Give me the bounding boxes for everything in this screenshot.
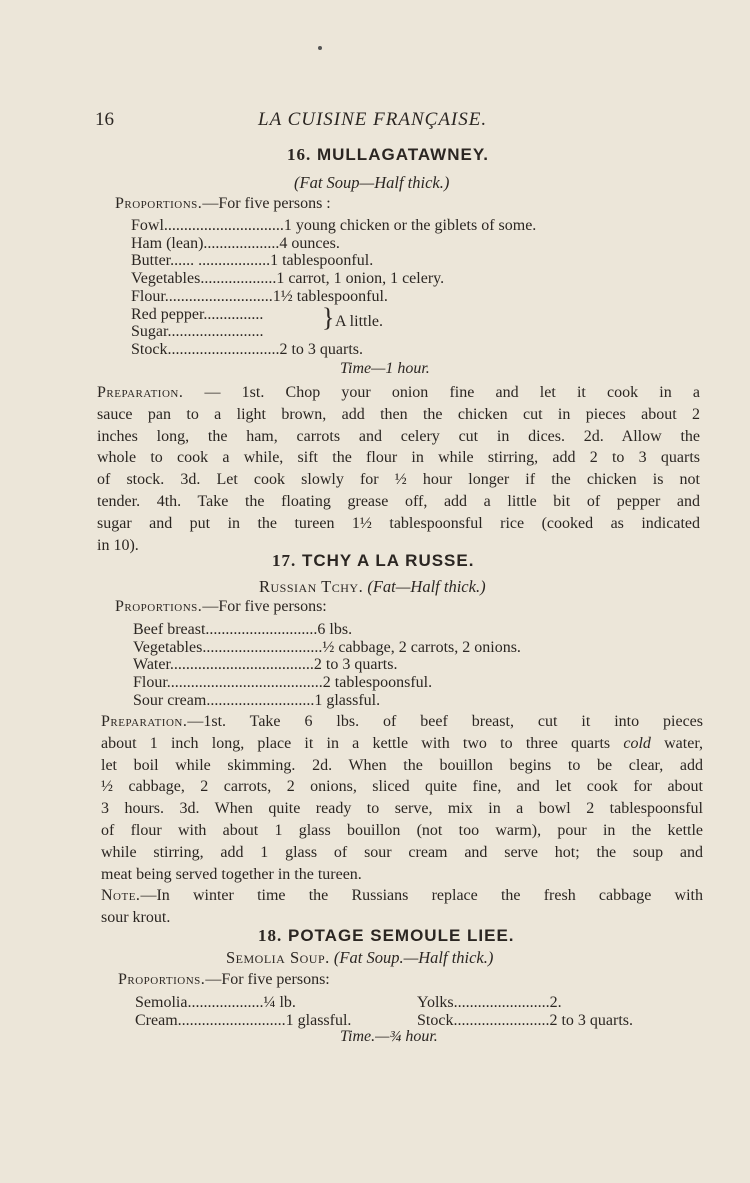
leader-dots: ............... — [203, 305, 264, 323]
preparation-line — [97, 404, 700, 426]
preparation-line — [97, 426, 700, 448]
ingredient-name: Water — [133, 656, 170, 674]
preparation-line — [97, 382, 700, 404]
ingredient-row — [135, 1012, 351, 1030]
ingredient-name: Semolia — [135, 994, 188, 1011]
subtitle-name: Russian Tchy. — [259, 577, 364, 596]
ingredient-row — [135, 994, 296, 1012]
leader-dots: ............................ — [167, 340, 280, 358]
ingredient-row — [133, 621, 352, 639]
recipe-17-note — [101, 885, 703, 929]
subtitle-type: (Fat Soup.—Half thick.) — [333, 948, 494, 967]
preparation-text: —1st. Take 6 lbs. of beef breast, cut it into pieces — [187, 713, 703, 730]
leader-dots: .............................. — [163, 217, 284, 234]
preparation-line — [97, 491, 700, 513]
ingredient-name: Ham (lean) — [131, 234, 204, 252]
ingredient-name: Cream — [135, 1011, 178, 1029]
page-number: 16 — [95, 109, 114, 130]
leader-dots: .................................... — [169, 656, 314, 674]
proportions-text: —For five persons: — [202, 598, 327, 615]
recipe-16-preparation — [97, 382, 700, 556]
preparation-text: — 1st. Chop your onion fine and let it cook in a — [183, 384, 700, 401]
ingredient-name: Butter — [131, 252, 171, 270]
preparation-text: 3 hours. 3d. When quite ready to serve, mix in a bowl 2 tablespoonsful — [101, 800, 703, 818]
note-text: sour krout. — [101, 908, 171, 926]
preparation-text: of flour with about 1 glass bouillon (not too warm), pour in the kettle — [101, 821, 703, 839]
recipe-16-subtitle: (Fat Soup—Half thick.) — [294, 173, 450, 192]
preparation-text: of stock. 3d. Let cook slowly for ½ hour longer if the chicken is not — [97, 471, 700, 489]
leader-dots: ........................ — [453, 994, 550, 1011]
preparation-line — [97, 513, 700, 535]
ingredient-amount: 2. — [549, 994, 562, 1011]
ingredient-row — [417, 1012, 633, 1030]
proportions-label: Proportions. — [118, 971, 206, 988]
recipe-18-time: Time.—¾ hour. — [340, 1028, 438, 1045]
ingredient-row — [131, 252, 373, 270]
recipe-18-heading — [258, 926, 515, 946]
recipe-title: TCHY A LA RUSSE. — [301, 551, 475, 570]
preparation-label: Preparation. — [101, 713, 188, 730]
ingredient-name: Beef breast — [133, 621, 206, 638]
ingredient-amount: 2 tablespoonsful. — [322, 674, 433, 692]
running-head: LA CUISINE FRANÇAISE. — [258, 109, 488, 130]
recipe-17-subtitle — [259, 577, 486, 597]
recipe-16-heading — [287, 145, 489, 165]
ingredient-amount: 6 lbs. — [317, 621, 353, 638]
recipe-16-proportions — [115, 195, 331, 213]
proportions-label: Proportions. — [115, 598, 203, 615]
preparation-text: water, — [650, 734, 704, 752]
preparation-line — [97, 469, 700, 491]
ingredient-name: Yolks — [417, 994, 454, 1011]
preparation-text: sugar and put in the tureen 1½ tablespoonsful rice (cooked as indicated — [97, 514, 700, 532]
preparation-text: while stirring, add 1 glass of sour cream and serve hot; the soup and — [101, 843, 703, 861]
ingredient-amount: 1 glassful. — [314, 691, 381, 709]
ingredient-row — [131, 270, 444, 288]
preparation-line — [97, 447, 700, 469]
ingredient-name: Vegetables — [131, 270, 201, 288]
preparation-line — [101, 776, 703, 798]
proportions-text: —For five persons : — [202, 195, 331, 212]
ingredient-amount: 1 tablespoonful. — [270, 252, 374, 270]
leader-dots: ................... — [187, 994, 264, 1011]
leader-dots: ........................... — [206, 691, 315, 709]
preparation-line — [101, 842, 703, 864]
recipe-title: POTAGE SEMOULE LIEE. — [287, 926, 515, 945]
ingredient-amount: 4 ounces. — [279, 234, 340, 252]
preparation-line — [101, 733, 703, 755]
recipe-17-proportions — [115, 598, 327, 616]
ingredient-name: Vegetables — [133, 638, 203, 656]
preparation-text: about 1 inch long, place it in a kettle with two to three quarts — [101, 734, 624, 752]
emphasis-word: cold — [623, 734, 651, 752]
recipe-17-preparation — [101, 711, 703, 885]
leader-dots: ........................... — [177, 1011, 286, 1029]
recipe-17-heading — [272, 551, 474, 571]
note-text: —In winter time the Russians replace the fresh cabbage with — [140, 887, 703, 904]
ingredient-name: Flour — [131, 287, 165, 305]
ingredient-row — [417, 994, 562, 1012]
ingredient-name: Stock — [417, 1011, 454, 1029]
recipe-title: MULLAGATAWNEY. — [316, 145, 490, 164]
ingredient-amount: 1 carrot, 1 onion, 1 celery. — [276, 270, 445, 288]
ingredient-amount: 1½ tablespoonful. — [272, 287, 388, 305]
preparation-text: inches long, the ham, carrots and celery cut in dices. 2d. Allow the — [97, 427, 700, 445]
ingredient-row — [133, 674, 432, 692]
proportions-text: —For five persons: — [205, 971, 330, 988]
leader-dots: ................... — [200, 270, 277, 288]
print-speck — [318, 46, 322, 50]
preparation-line — [101, 798, 703, 820]
leader-dots: ........................... — [164, 287, 273, 305]
preparation-label: Preparation. — [97, 384, 184, 401]
ingredient-amount: 1 glassful. — [285, 1011, 352, 1029]
proportions-label: Proportions. — [115, 195, 203, 212]
preparation-text: in 10). — [97, 536, 139, 554]
ingredient-row — [133, 692, 380, 710]
preparation-line — [101, 820, 703, 842]
ingredient-amount: 2 to 3 quarts. — [549, 1011, 633, 1029]
leader-dots: ....................................... — [166, 674, 323, 692]
note-label: Note. — [101, 887, 141, 904]
ingredient-name: Fowl — [131, 217, 164, 234]
recipe-18-proportions — [118, 971, 330, 989]
leader-dots: ...... .................. — [170, 252, 271, 270]
brace: } — [322, 303, 335, 332]
ingredient-row — [133, 639, 521, 657]
ingredient-row — [131, 323, 263, 341]
subtitle-name: Semolia Soup. — [226, 948, 330, 967]
recipe-16-time: Time—1 hour. — [340, 360, 430, 377]
leader-dots: ............................ — [205, 621, 318, 638]
ingredient-name: Flour — [133, 674, 167, 692]
preparation-text: tender. 4th. Take the floating grease off, add a little bit of pepper and — [97, 492, 700, 510]
preparation-text: ½ cabbage, 2 carrots, 2 onions, sliced quite fine, and let cook for about — [101, 778, 703, 796]
recipe-number: 17. — [272, 551, 297, 570]
ingredient-name: Red pepper — [131, 305, 204, 323]
leader-dots: ........................ — [167, 323, 264, 341]
ingredient-row — [133, 656, 397, 674]
ingredient-row — [131, 235, 340, 253]
preparation-text: let boil while skimming. 2d. When the bouillon begins to be clear, add — [101, 756, 703, 774]
preparation-text: meat being served together in the tureen. — [101, 865, 362, 883]
leader-dots: ........................ — [453, 1011, 550, 1029]
subtitle-type: (Fat—Half thick.) — [367, 577, 486, 596]
preparation-text: whole to cook a while, sift the flour in while stirring, add 2 to 3 quarts — [97, 449, 700, 467]
ingredient-amount: 2 to 3 quarts. — [279, 340, 363, 358]
ingredient-amount: ½ cabbage, 2 carrots, 2 onions. — [322, 638, 521, 656]
ingredient-name: Sugar — [131, 323, 168, 341]
preparation-line — [101, 755, 703, 777]
preparation-line — [101, 864, 703, 886]
preparation-line — [101, 711, 703, 733]
recipe-number: 18. — [258, 926, 283, 945]
leader-dots: .............................. — [202, 638, 323, 656]
ingredient-row — [131, 306, 263, 324]
ingredient-row — [131, 288, 388, 306]
note-line — [101, 885, 703, 907]
preparation-text: sauce pan to a light brown, add then the chicken cut in pieces about 2 — [97, 405, 700, 423]
ingredient-name: Stock — [131, 340, 168, 358]
ingredient-amount: ¼ lb. — [263, 994, 296, 1011]
recipe-number: 16. — [287, 145, 312, 164]
brace-amount: A little. — [335, 313, 383, 330]
ingredient-amount: 2 to 3 quarts. — [313, 656, 398, 674]
ingredient-row — [131, 217, 536, 235]
ingredient-row — [131, 341, 363, 359]
recipe-18-subtitle — [226, 948, 493, 968]
leader-dots: ................... — [203, 234, 280, 252]
ingredient-amount: 1 young chicken or the giblets of some. — [283, 217, 537, 234]
ingredient-name: Sour cream — [133, 691, 207, 709]
